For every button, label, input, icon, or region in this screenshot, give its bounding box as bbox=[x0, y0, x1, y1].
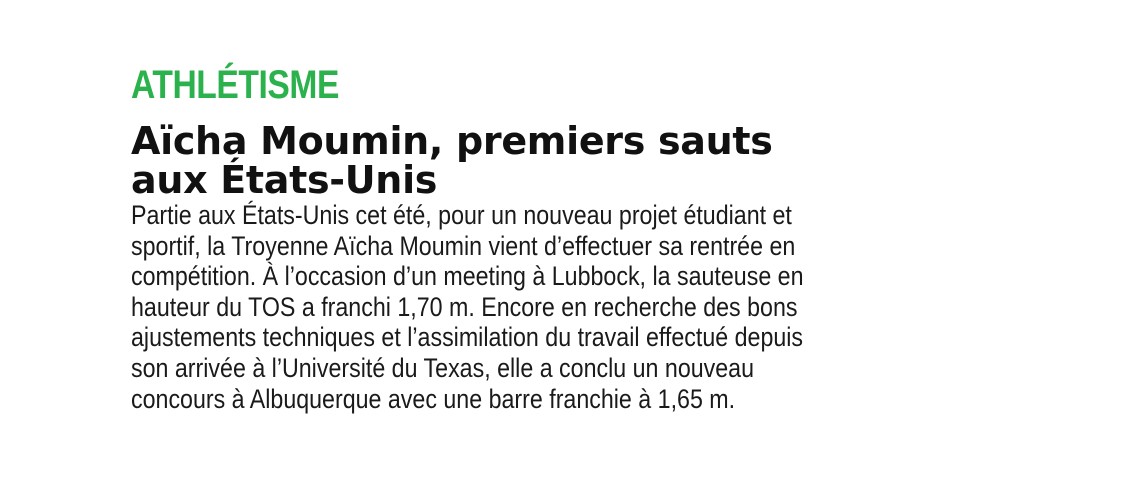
body-line: ajustements techniques et l’assimilation du travail effectué depuis bbox=[131, 322, 804, 353]
body-line: sportif, la Troyenne Aïcha Moumin vient d’effectuer sa rentrée en bbox=[131, 230, 796, 261]
news-article bbox=[131, 62, 1121, 414]
body-line: compétition. À l’occasion d’un meeting à Lubbock, la sauteuse en bbox=[131, 261, 804, 292]
headline-line: Aïcha Moumin, premiers sauts bbox=[131, 119, 773, 163]
article-headline bbox=[131, 119, 1121, 202]
section-kicker: ATHLÉTISME bbox=[131, 63, 339, 107]
body-line: concours à Albuquerque avec une barre franchie à 1,65 m. bbox=[131, 383, 736, 414]
body-line: son arrivée à l’Université du Texas, elle a conclu un nouveau bbox=[131, 352, 755, 383]
headline-line: aux États-Unis bbox=[131, 158, 438, 202]
body-line: hauteur du TOS a franchi 1,70 m. Encore en recherche des bons bbox=[131, 291, 798, 322]
body-line: Partie aux États-Unis cet été, pour un nouveau projet étudiant et bbox=[131, 200, 792, 230]
article-body bbox=[131, 200, 991, 414]
